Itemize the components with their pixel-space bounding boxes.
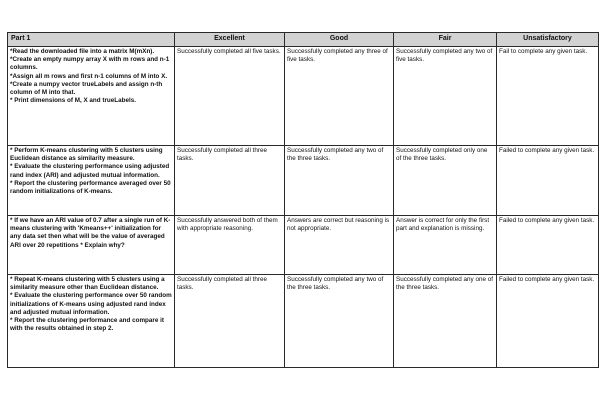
header-fair: Fair [394, 33, 497, 47]
task-cell [8, 146, 175, 216]
good-cell: Successfully completed any three of five tasks. [285, 47, 394, 146]
task-cell [8, 275, 175, 368]
good-cell: Successfully completed any two of the three tasks. [285, 275, 394, 368]
header-unsatisfactory: Unsatisfactory [497, 33, 599, 47]
unsatisfactory-cell: Failed to complete any given task. [497, 216, 599, 275]
header-part: Part 1 [8, 33, 175, 47]
fair-cell: Successfully completed any one of the three tasks. [394, 275, 497, 368]
task-cell [8, 216, 175, 275]
excellent-cell: Successfully completed all three tasks. [175, 146, 285, 216]
good-cell: Successfully completed any two of the three tasks. [285, 146, 394, 216]
rubric-row-1 [8, 47, 599, 146]
task-line: * Evaluate the clustering performance using adjusted rand index (ARI) and adjusted mutual information. [10, 163, 170, 179]
excellent-cell: Successfully completed all three tasks. [175, 275, 285, 368]
rubric-row-4 [8, 275, 599, 368]
unsatisfactory-cell: Failed to complete any given task. [497, 146, 599, 216]
excellent-cell: Successfully completed all five tasks. [175, 47, 285, 146]
good-cell: Answers are correct but reasoning is not appropriate. [285, 216, 394, 275]
task-line: * Report the clustering performance averaged over 50 random initializations of K-means. [10, 179, 171, 196]
header-good: Good [285, 33, 394, 47]
task-line: * Evaluate the clustering performance over 50 random initializations of K-means using adjusted rand index and adjusted mutual information. [10, 292, 172, 316]
excellent-cell: Successfully answered both of them with appropriate reasoning. [175, 216, 285, 275]
task-line: * Perform K-means clustering with 5 clusters using Euclidean distance as similarity measure. [10, 147, 163, 163]
fair-cell: Successfully completed only one of the three tasks. [394, 146, 497, 216]
header-row [8, 33, 599, 47]
rubric-table [7, 32, 599, 368]
task-line: * Repeat K-means clustering with 5 clusters using a similarity measure other than Euclidean distance. [10, 276, 165, 292]
rubric-row-2 [8, 146, 599, 216]
fair-cell: Successfully completed any two of five tasks. [394, 47, 497, 146]
task-cell [8, 47, 175, 146]
task-line: *Read the downloaded file into a matrix M(mXn). [10, 48, 155, 55]
unsatisfactory-cell: Failed to complete any given task. [497, 275, 599, 368]
rubric-sheet [7, 32, 598, 368]
rubric-row-3 [8, 216, 599, 275]
fair-cell: Answer is correct for only the first part and explanation is missing. [394, 216, 497, 275]
unsatisfactory-cell: Fail to complete any given task. [497, 47, 599, 146]
task-line: *Create a numpy vector trueLabels and assign n-th column of M into that. [10, 80, 163, 97]
header-excellent: Excellent [175, 33, 285, 47]
task-line: *Create an empty numpy array X with m rows and n-1 columns. [10, 56, 170, 72]
task-line: * Report the clustering performance and compare it with the results obtained in step 2. [10, 317, 164, 333]
task-line: * Print dimensions of M, X and trueLabels. [10, 97, 136, 105]
task-line: * If we have an ARI value of 0.7 after a single run of K-means clustering with 'Kmeans++' initialization for any data set then what will be the value of averaged ARI over 20 repetitions * Explain why? [10, 217, 171, 249]
task-line: *Assign all m rows and first n-1 columns of M into X. [10, 72, 168, 80]
